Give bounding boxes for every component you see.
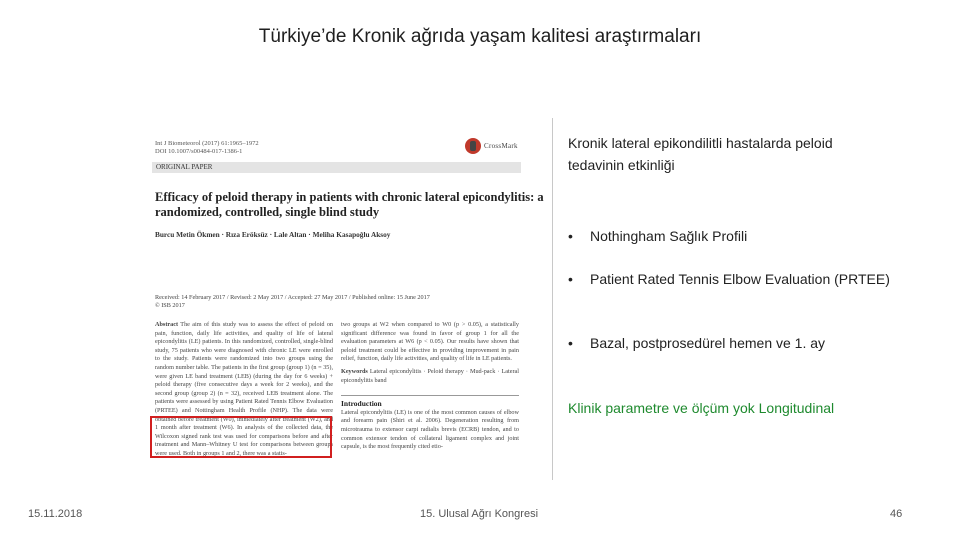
paper-type-label: ORIGINAL PAPER: [152, 162, 521, 173]
green-note: Klinik parametre ve ölçüm yok Longitudinal: [568, 400, 835, 416]
intro-text: Lateral epicondylitis (LE) is one of the most common causes of elbow and forearm pain (Shiri et al. 2006). Degeneration resulting from microtrauma to extensor carpi radialis brevis (ECRB) tendon, and to common extensor tendon of collateral ligament complex and joint capsule, is the most frequently cited etio-: [341, 408, 519, 451]
bullet-item: • Patient Rated Tennis Elbow Evaluation (PRTEE): [568, 268, 890, 290]
keywords-text: Lateral epicondylitis · Peloid therapy · Mud-pack · Lateral epicondylitis band: [341, 367, 520, 384]
intro-heading: Introduction: [341, 395, 519, 409]
paper-title: Efficacy of peloid therapy in patients with chronic lateral epicondylitis: a randomized, controlled, single blind study: [155, 190, 544, 219]
keywords-label: Keywords: [341, 367, 368, 375]
paper-abstract-right: [341, 321, 519, 452]
slide-title: Türkiye’de Kronik ağrıda yaşam kalitesi araştırmaları: [258, 26, 702, 47]
paper-journal-line: Int J Biometeorol (2017) 61:1965–1972: [155, 140, 259, 147]
paper-doi-line: DOI 10.1007/s00484-017-1386-1: [155, 148, 243, 155]
paper-dates-line: Received: 14 February 2017 / Revised: 2 May 2017 / Accepted: 27 May 2017 / Published online: 15 June 2017: [155, 294, 430, 301]
footer-page-number: 46: [890, 508, 903, 520]
footer-congress: 15. Ulusal Ağrı Kongresi: [420, 508, 539, 520]
paper-keywords: [341, 368, 519, 385]
bullet-item: • Nothingham Sağlık Profili: [568, 225, 890, 247]
highlight-box: [150, 416, 332, 458]
paper-dates: [155, 294, 455, 310]
footer-date: 15.11.2018: [28, 508, 83, 520]
abstract-text-right: two groups at W2 when compared to W0 (p > 0.05), a statistically significant difference was found in favor of group 1 for all the evaluation parameters at W6 (p < 0.05). Our results have shown that peloid treatment could be effective in providing improvement in pain relief, function, daily life activities, and quality of life in LE patients.: [341, 321, 519, 363]
paper-copyright: © ISB 2017: [155, 302, 185, 309]
bullet-item: • Bazal, postprosedürel hemen ve 1. ay: [568, 332, 890, 354]
paper-authors: Burcu Metin Ökmen · Rıza Eröksüz · Lale Altan · Meliha Kasapoğlu Aksoy: [155, 230, 391, 239]
study-heading: Kronik lateral epikondilitli hastalarda peloid tedavinin etkinliği: [568, 135, 833, 173]
abstract-label: Abstract: [155, 321, 179, 328]
paper-journal-info: [155, 140, 259, 156]
paper-divider: [552, 118, 553, 480]
crossmark-label: CrossMark: [484, 142, 518, 150]
right-panel-heading: [568, 132, 868, 176]
crossmark-icon: [465, 138, 481, 154]
crossmark-badge: [465, 138, 518, 154]
abstract-text-left: The aim of this study was to assess the effect of peloid on pain, function, daily life activities, and quality of life of lateral epicondylitis (LE) patients. In this randomized, controlled, single-blind study, 75 patients who were diagnosed with chronic LE were enrolled to the study. Patients were randomized into two groups using the random number table. The patients in the first group (group 1) (n = 35), were given LE band treatment (LEB) (during the day for 6 weeks) + peloid therapy (five consecutive days a week for 2 weeks), and the second group (group 2) (n = 32), received LEB treatment alone. The patients were assessed by using Patient Rated Tennis Elbow Evaluation (PRTEE) and Nottingham Health Profile (NHP). The data were obtained before treatment (W0), immediately after treatment (W2), and 1 month after treatment (W6). In analysis of the collected data, the Wilcoxon signed rank test was used for comparisons before and after treatment and Mann–Whitney U test for comparisons between groups were used. Both in groups 1 and 2, there was a statis-: [155, 321, 334, 457]
